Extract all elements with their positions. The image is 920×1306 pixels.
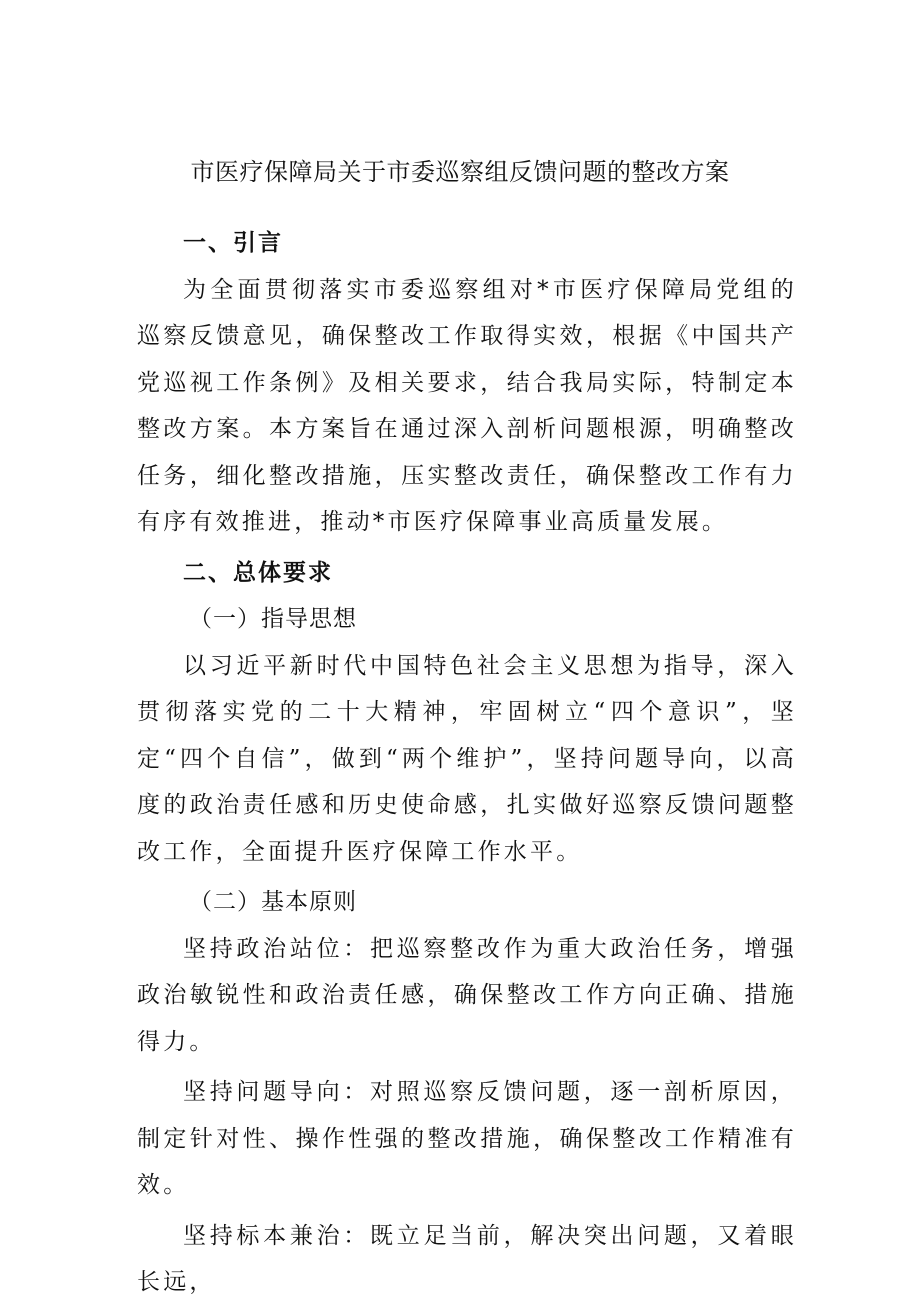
- paragraph-introduction: 为全面贯彻落实市委巡察组对*市医疗保障局党组的巡察反馈意见，确保整改工作取得实效，根据《中国共产党巡视工作条例》及相关要求，结合我局实际，特制定本整改方案。本方案旨在通过深入剖析问题根源，明确整改任务，细化整改措施，压实整改责任，确保整改工作有力有序有效推进，推动*市医疗保障事业高质量发展。: [137, 276, 797, 535]
- paragraph-principle-root-and-symptoms: 坚持标本兼治：既立足当前，解决突出问题，又着眼长远，: [137, 1222, 797, 1295]
- paragraph-principle-problem-oriented: 坚持问题导向：对照巡察反馈问题，逐一剖析原因，制定针对性、操作性强的整改措施，确保整改工作精准有效。: [137, 1079, 797, 1198]
- subheading-guiding-ideology: （一）指导思想: [189, 606, 357, 632]
- subheading-basic-principles: （二）基本原则: [189, 889, 357, 915]
- paragraph-principle-political-stance: 坚持政治站位：把巡察整改作为重大政治任务，增强政治敏锐性和政治责任感，确保整改工作方向正确、措施得力。: [137, 935, 797, 1055]
- section-heading-introduction: 一、引言: [183, 230, 283, 256]
- paragraph-guiding-ideology: 以习近平新时代中国特色社会主义思想为指导，深入贯彻落实党的二十大精神，牢固树立“四个意识”，坚定“四个自信”，做到“两个维护”，坚持问题导向，以高度的政治责任感和历史使命感，扎实做好巡察反馈问题整改工作，全面提升医疗保障工作水平。: [137, 652, 797, 865]
- document-body: [137, 220, 797, 1306]
- document-title: 市医疗保障局关于市委巡察组反馈问题的整改方案: [190, 158, 730, 186]
- section-heading-general-requirements: 二、总体要求: [183, 559, 333, 586]
